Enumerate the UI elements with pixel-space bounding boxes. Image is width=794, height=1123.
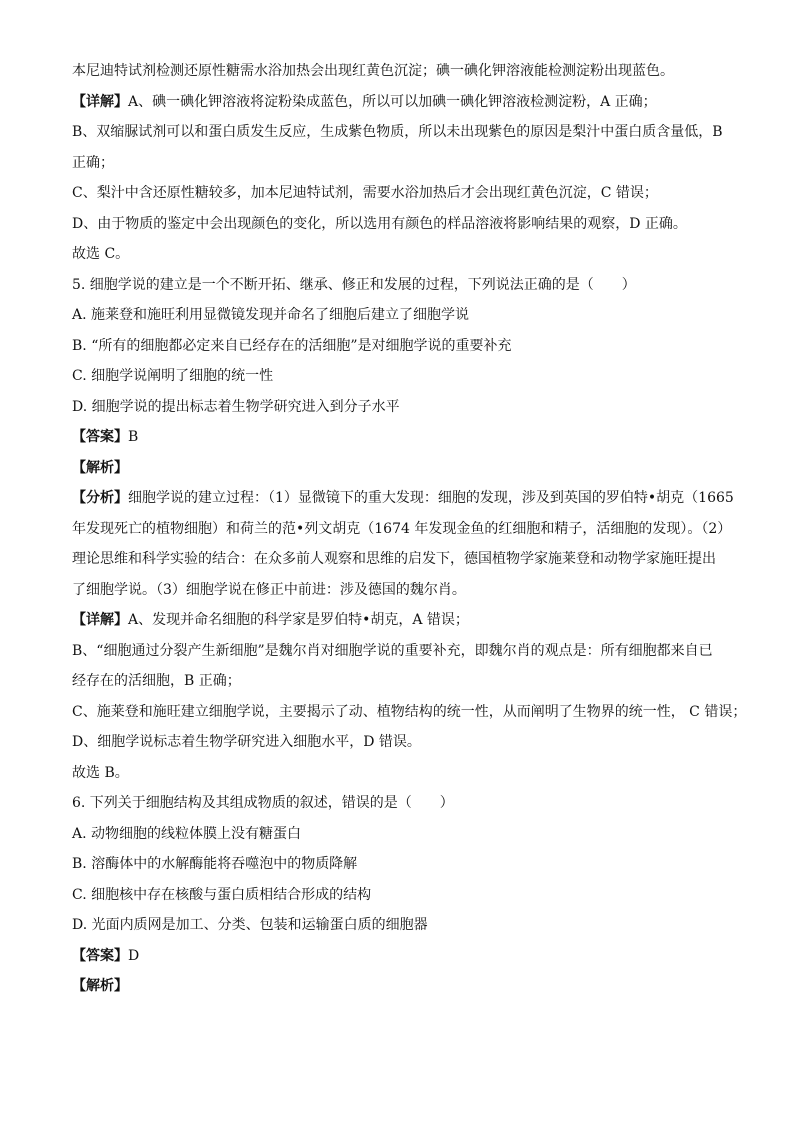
option-d: D. 光面内质网是加工、分类、包装和运输蛋白质的细胞器: [72, 917, 428, 933]
question-stem: 5. 细胞学说的建立是一个不断开拓、继承、修正和发展的过程，下列说法正确的是（ ）: [72, 276, 636, 293]
option-c: C. 细胞核中存在核酸与蛋白质相结合形成的结构: [72, 886, 372, 903]
answer-value: D: [128, 947, 140, 964]
text-line: 经存在的活细胞，B 正确；: [72, 673, 241, 689]
document-page: [72, 62, 747, 995]
analysis-heading: [72, 977, 722, 995]
answer-line: [72, 947, 722, 965]
text-line: C、梨汁中含还原性糖较多，加本尼迪特试剂，需要水浴加热后才会出现红黄色沉淀，C 错误；: [72, 185, 658, 201]
line-text: A、碘一碘化钾溶液将淀粉染成蓝色，所以可以加碘一碘化钾溶液检测淀粉，A 正确；: [128, 93, 657, 110]
section-tag: 【解析】: [72, 978, 128, 994]
section-tag: 【答案】: [72, 429, 128, 445]
answer-value: B: [128, 429, 139, 445]
text-line: 故选 C。: [72, 246, 130, 262]
text-line: D、由于物质的鉴定中会出现颜色的变化，所以选用有颜色的样品溶液将影响结果的观察，D 正确。: [72, 215, 687, 232]
option-a: A. 动物细胞的线粒体膜上没有糖蛋白: [72, 825, 302, 842]
text-line: D、细胞学说标志着生物学研究进入细胞水平，D 错误。: [72, 734, 421, 750]
question-stem: 6. 下列关于细胞结构及其组成物质的叙述，错误的是（ ）: [72, 795, 454, 811]
text-line: [72, 489, 734, 507]
text-line: 了细胞学说。（3）细胞学说在修正中前进：涉及德国的魏尔肖。: [72, 581, 466, 598]
text-line: C、施莱登和施旺建立细胞学说，主要揭示了动、植物结构的统一性，从而阐明了生物界的统一性， C 错误；: [72, 703, 747, 720]
section-tag: 【详解】: [72, 93, 128, 110]
text-line: 正确；: [72, 154, 114, 171]
section-tag: 【详解】: [72, 612, 128, 628]
text-line: B、“细胞通过分裂产生新细胞”是魏尔肖对细胞学说的重要补充，即魏尔肖的观点是：所有细胞都来自已: [72, 642, 713, 659]
option-b: B. 溶酶体中的水解酶能将吞噬泡中的物质降解: [72, 856, 358, 872]
option-d: D. 细胞学说的提出标志着生物学研究进入到分子水平: [72, 398, 400, 415]
answer-line: [72, 428, 722, 446]
line-text: 细胞学说的建立过程：（1）显微镜下的重大发现：细胞的发现，涉及到英国的罗伯特•胡克（1665: [128, 490, 734, 506]
line-text: A、发现并命名细胞的科学家是罗伯特•胡克，A 错误；: [128, 612, 469, 628]
text-line: 故选 B。: [72, 764, 129, 781]
section-tag: 【解析】: [72, 459, 128, 476]
section-tag: 【分析】: [72, 490, 128, 506]
option-b: B. “所有的细胞都必定来自已经存在的活细胞”是对细胞学说的重要补充: [72, 337, 512, 354]
text-line: 年发现死亡的植物细胞）和荷兰的范•列文胡克（1674 年发现金鱼的红细胞和精子，活细胞的发现）。（2）: [72, 520, 732, 537]
text-line: [72, 611, 722, 629]
text-line: B、双缩脲试剂可以和蛋白质发生反应，生成紫色物质，所以未出现紫色的原因是梨汁中蛋白质含量低，B: [72, 124, 723, 140]
option-a: A. 施莱登和施旺利用显微镜发现并命名了细胞后建立了细胞学说: [72, 307, 470, 323]
analysis-heading: [72, 459, 722, 477]
text-line: 理论思维和科学实验的结合：在众多前人观察和思维的启发下，德国植物学家施莱登和动物学家施旺提出: [72, 551, 716, 567]
text-line: 本尼迪特试剂检测还原性糖需水浴加热会出现红黄色沉淀；碘一碘化钾溶液能检测淀粉出现蓝色。: [72, 63, 674, 79]
option-c: C. 细胞学说阐明了细胞的统一性: [72, 368, 274, 384]
section-tag: 【答案】: [72, 947, 128, 964]
text-line: [72, 93, 722, 111]
